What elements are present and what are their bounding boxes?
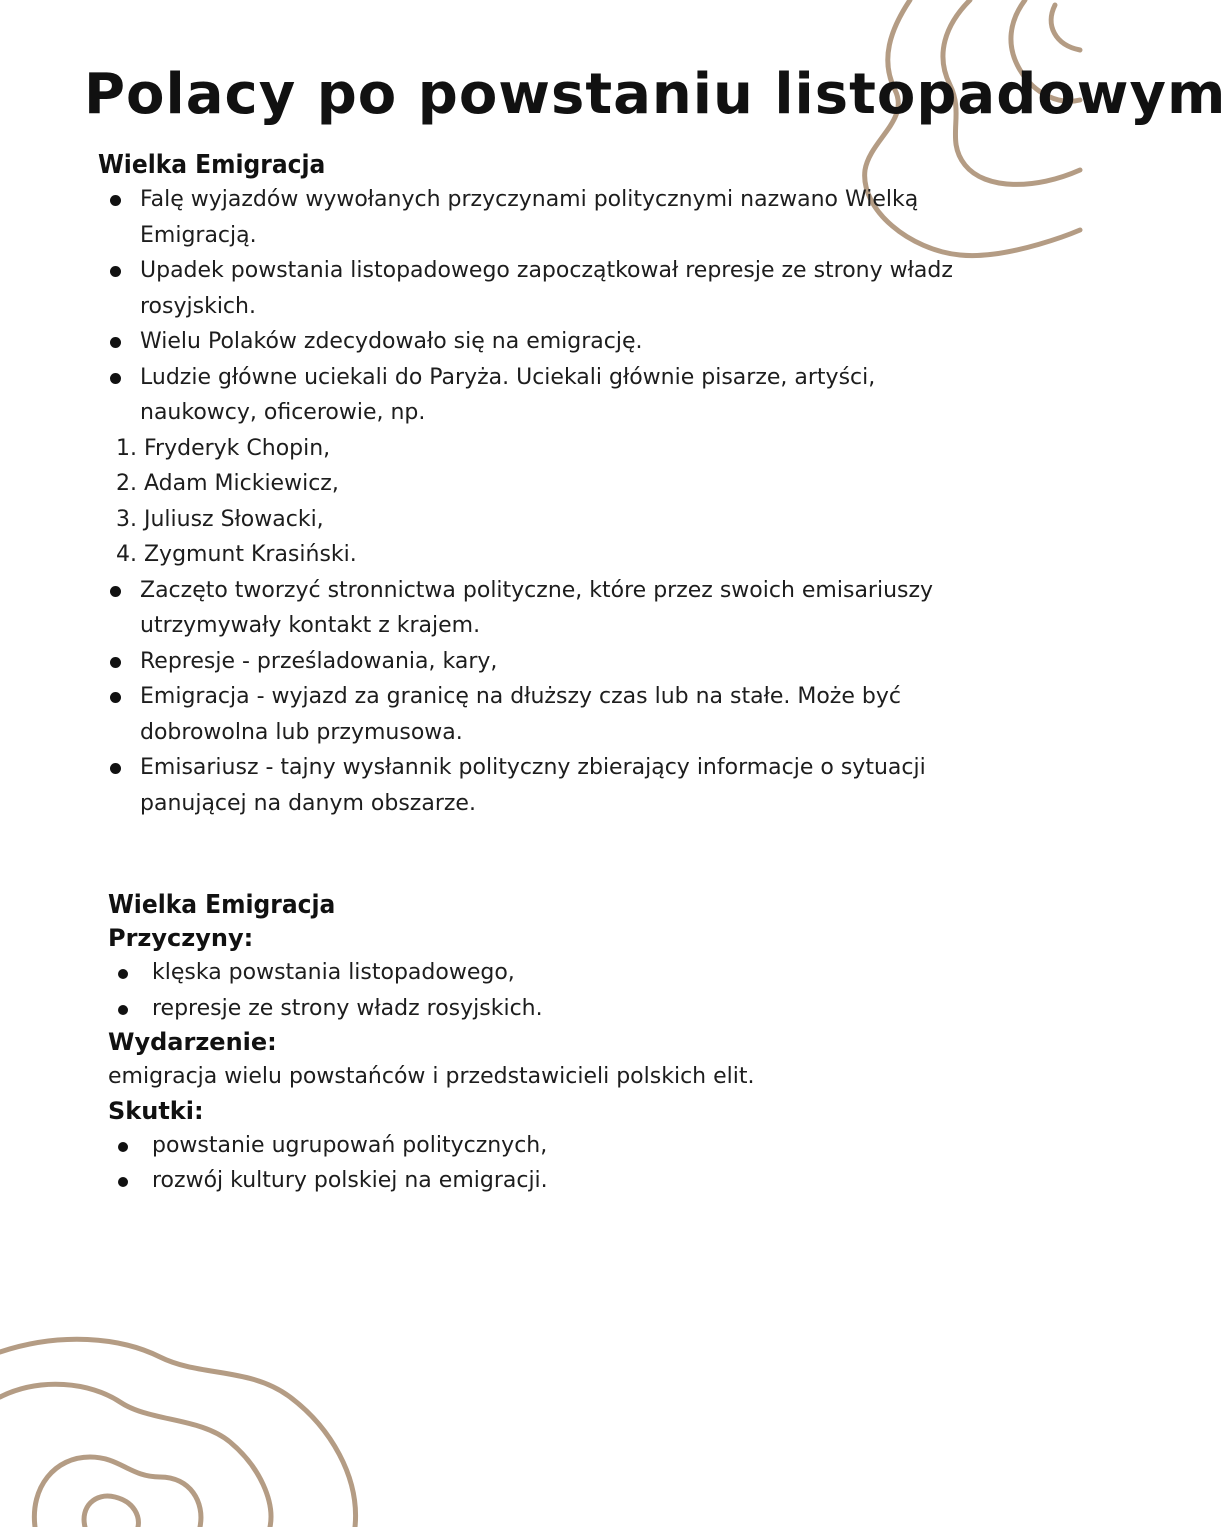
list-item: Ludzie główne uciekali do Paryża. Uciekali głównie pisarze, artyści, naukowcy, oficerowie, np.	[98, 360, 998, 431]
section-heading: Wielka Emigracja	[98, 150, 326, 180]
section-wielka-emigracja-notes	[98, 148, 998, 821]
list-item: Falę wyjazdów wywołanych przyczynami politycznymi nazwano Wielką Emigracją.	[98, 182, 998, 253]
bullet-list	[98, 573, 998, 822]
list-item: represje ze strony władz rosyjskich.	[108, 991, 1008, 1027]
list-item: Upadek powstania listopadowego zapoczątkował represje ze strony władz rosyjskich.	[98, 253, 998, 324]
decorative-swirl-bottom-left	[0, 1327, 380, 1527]
event-text: emigracja wielu powstańców i przedstawicieli polskich elit.	[108, 1064, 755, 1089]
list-item: 2. Adam Mickiewicz,	[116, 471, 339, 496]
causes-label: Przyczyny:	[108, 924, 254, 952]
list-item: Zaczęto tworzyć stronnictwa polityczne, które przez swoich emisariuszy utrzymywały kontakt z krajem.	[98, 573, 998, 644]
effects-label: Skutki:	[108, 1096, 204, 1125]
effects-list	[108, 1128, 1008, 1199]
list-item: 3. Juliusz Słowacki,	[116, 506, 324, 532]
list-item: Wielu Polaków zdecydowało się na emigrację.	[98, 324, 998, 360]
list-item: powstanie ugrupowań politycznych,	[108, 1128, 1008, 1164]
list-item: Emigracja - wyjazd za granicę na dłuższy czas lub na stałe. Może być dobrowolna lub przymusowa.	[98, 679, 998, 750]
bullet-list	[98, 182, 998, 431]
causes-list	[108, 955, 1008, 1026]
list-item: Emisariusz - tajny wysłannik polityczny zbierający informacje o sytuacji panującej na danym obszarze.	[98, 750, 998, 821]
section-wielka-emigracja-summary	[108, 888, 1008, 1199]
list-item: klęska powstania listopadowego,	[108, 955, 1008, 991]
list-item: Represje - prześladowania, kary,	[98, 644, 998, 680]
event-label: Wydarzenie:	[108, 1028, 277, 1056]
list-item: 1. Fryderyk Chopin,	[116, 435, 331, 461]
list-item: rozwój kultury polskiej na emigracji.	[108, 1163, 1008, 1199]
list-item: 4. Zygmunt Krasiński.	[116, 542, 357, 567]
section-heading: Wielka Emigracja	[108, 890, 336, 920]
emigrants-list	[98, 431, 998, 573]
page-title: Polacy po powstaniu listopadowym	[84, 62, 1226, 127]
